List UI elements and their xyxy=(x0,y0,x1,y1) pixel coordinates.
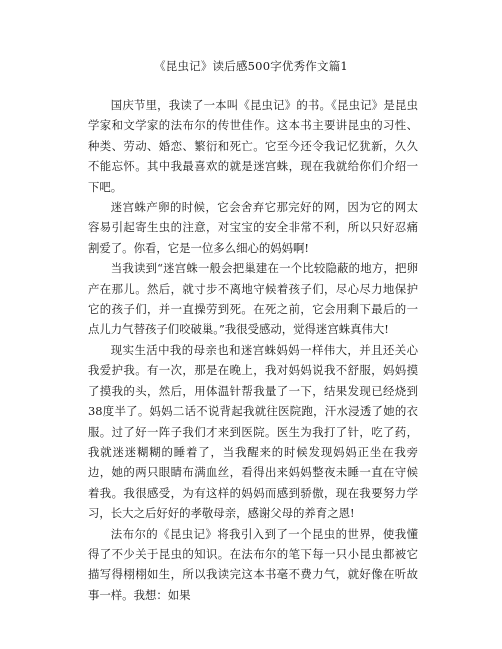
paragraph: 法布尔的《昆虫记》将我引入到了一个昆虫的世界，使我懂得了不少关于昆虫的知识。在法布尔的笔下每一只小昆虫都被它描写得栩栩如生，所以我读完这本书毫不费力气，就好像在听故事一样。我想：如果 xyxy=(88,526,418,602)
paragraph: 国庆节里，我读了一本叫《昆虫记》的书。《昆虫记》是昆虫学家和文学家的法布尔的传世佳作。这本书主要讲昆虫的习性、种类、劳动、婚恋、繁衍和死亡。它至今还令我记忆犹新，久久不能忘怀。其中我最喜欢的就是迷宫蛛，现在我就给你们介绍一下吧。 xyxy=(88,98,418,194)
document-title: 《昆虫记》读后感500字优秀作文篇1 xyxy=(154,59,348,73)
document-body xyxy=(88,95,418,605)
paragraph: 当我读到“迷宫蛛一般会把巢建在一个比较隐蔽的地方，把卵产在那儿。然后，就寸步不离地守候着孩子们，尽心尽力地保护它的孩子们，并一直操劳到死。在死之前，它会用剩下最后的一点儿力气替孩子们咬破巢。”我很受感动，觉得迷宫蛛真伟大! xyxy=(88,261,418,337)
paragraph: 现实生活中我的母亲也和迷宫蛛妈妈一样伟大，并且还关心我爱护我。有一次，那是在晚上，我对妈妈说我不舒服，妈妈摸了摸我的头，然后，用体温针帮我量了一下，结果发现已经烧到38度半了。妈妈二话不说背起我就往医院跑，汗水浸透了她的衣服。过了好一阵子我们才来到医院。医生为我打了针，吃了药，我就迷迷糊糊的睡着了，当我醒来的时候发现妈妈正坐在我旁边，她的两只眼睛布满血丝，看得出来妈妈整夜未睡一直在守候着我。我很感受，为有这样的妈妈而感到骄傲，现在我要努力学习，长大之后好好的孝敬母亲，感谢父母的养育之恩! xyxy=(88,342,418,521)
paragraph: 迷宫蛛产卵的时候，它会舍弃它那完好的网，因为它的网太容易引起寄生虫的注意，对宝宝的安全非常不利，所以只好忍痛割爱了。你看，它是一位多么细心的妈妈啊! xyxy=(88,200,418,255)
